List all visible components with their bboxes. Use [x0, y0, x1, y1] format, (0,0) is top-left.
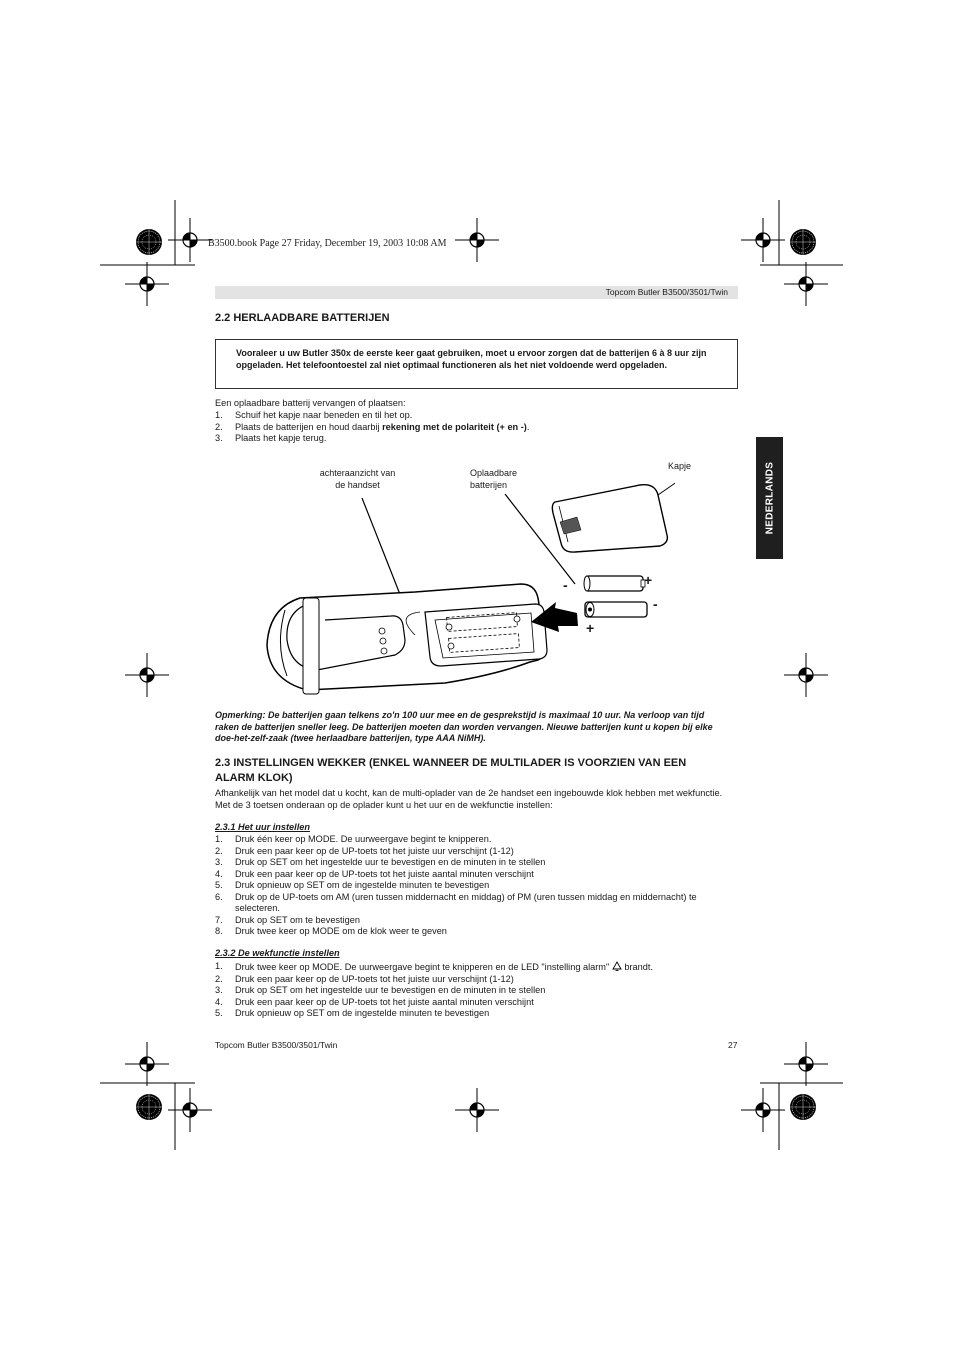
list-item: 1. Druk twee keer op MODE. De uurweergave begint te knipperen en de LED "instelling alarm" brandt. — [215, 961, 653, 972]
polarity-minus-top: - — [563, 577, 568, 593]
list-item: 6. Druk op de UP-toets om AM (uren tussen middernacht en middag) of PM (uren tussen middag en middernacht) te selecteren. — [215, 891, 697, 913]
section-heading-2-3: 2.3 INSTELLINGEN WEKKER (ENKEL WANNEER DE MULTILADER IS VOORZIEN VAN EEN ALARM KLOK) — [215, 757, 687, 784]
subheading-2-3-1: 2.3.1 Het uur instellen — [215, 822, 310, 832]
polarity-plus-bottom: + — [586, 620, 595, 636]
list-item: 2. Plaats de batterijen en houd daarbij rekening met de polariteit (+ en -). — [215, 421, 530, 432]
page-number: 27 — [728, 1040, 738, 1050]
list-item: 8. Druk twee keer op MODE om de klok weer te geven — [215, 926, 447, 936]
battery-figure — [255, 480, 675, 702]
battery-steps — [215, 410, 738, 445]
clock-steps — [215, 834, 740, 938]
label-batteries: Oplaadbare batterijen — [470, 468, 518, 490]
list-item: 1. Druk één keer op MODE. De uurweergave begint te knipperen. — [215, 834, 492, 844]
list-item: 2. Druk een paar keer op de UP-toets tot het juiste uur verschijnt (1-12) — [215, 973, 514, 984]
battery-note: Opmerking: De batterijen gaan telkens zo'n 100 uur mee en de gesprekstijd is maximaal 10 uur. Na verloop van tijd raken de batterijen sneller leeg. De batterijen moeten dan worden vervangen. Nieuwe batterijen kunt u kopen bij elke doe-het-zelf-zaak (twee herlaadbare batterijen, type AAA NiMH). — [215, 710, 713, 743]
running-header — [215, 286, 738, 299]
printer-slug: B3500.book Page 27 Friday, December 19, 2003 10:08 AM — [208, 238, 447, 249]
warning-box — [215, 339, 738, 389]
alarm-intro: Afhankelijk van het model dat u kocht, kan de multi-oplader van de 2e handset een ingebouwde klok hebben met wekfunctie. Met de 3 toetsen onderaan op de oplader kunt u het uur en de wekfunctie instellen: — [215, 788, 723, 810]
language-tab — [756, 437, 783, 559]
section-heading-2-2: 2.2 HERLAADBARE BATTERIJEN — [215, 312, 390, 324]
list-item: 5. Druk opnieuw op SET om de ingestelde minuten te bevestigen — [215, 880, 490, 890]
list-item: 1. Schuif het kapje naar beneden en til het op. — [215, 410, 413, 420]
handset-back — [267, 584, 547, 694]
header-title: Topcom Butler B3500/3501/Twin — [605, 287, 728, 297]
subheading-2-3-2: 2.3.2 De wekfunctie instellen — [215, 948, 340, 958]
battery-intro: Een oplaadbare batterij vervangen of plaatsen: — [215, 398, 406, 408]
footer-title: Topcom Butler B3500/3501/Twin — [215, 1040, 338, 1050]
battery-bottom — [585, 602, 647, 617]
alarm-steps — [215, 961, 740, 1020]
list-item: 3. Druk op SET om het ingestelde uur te bevestigen en de minuten in te stellen — [215, 985, 546, 995]
polarity-minus-bottom: - — [653, 596, 658, 612]
language-tab-label: NEDERLANDS — [764, 461, 775, 535]
bell-icon — [612, 961, 622, 971]
warning-text: Vooraleer u uw Butler 350x de eerste keer gaat gebruiken, moet u ervoor zorgen dat de batterijen 6 à 8 uur zijn opgeladen. Het telefoontoestel zal niet optimaal functioneren als het niet voldoende werd opgeladen. — [236, 348, 707, 370]
label-back-view: achteraanzicht van de handset — [319, 468, 396, 490]
battery-cover — [552, 485, 667, 552]
list-item: 4. Druk een paar keer op de UP-toets tot het juiste aantal minuten verschijnt — [215, 996, 534, 1007]
list-item: 4. Druk een paar keer op de UP-toets tot het juiste aantal minuten verschijnt — [215, 868, 534, 879]
list-item: 5. Druk opnieuw op SET om de ingestelde minuten te bevestigen — [215, 1008, 490, 1018]
list-item: 3. Druk op SET om het ingestelde uur te bevestigen en de minuten in te stellen — [215, 857, 546, 867]
polarity-plus-top: + — [644, 572, 653, 588]
list-item: 3. Plaats het kapje terug. — [215, 433, 327, 443]
list-item: 2. Druk een paar keer op de UP-toets tot het juiste uur verschijnt (1-12) — [215, 845, 514, 856]
label-cover: Kapje — [668, 461, 692, 471]
list-item: 7. Druk op SET om te bevestigen — [215, 914, 360, 925]
battery-top — [584, 576, 645, 591]
